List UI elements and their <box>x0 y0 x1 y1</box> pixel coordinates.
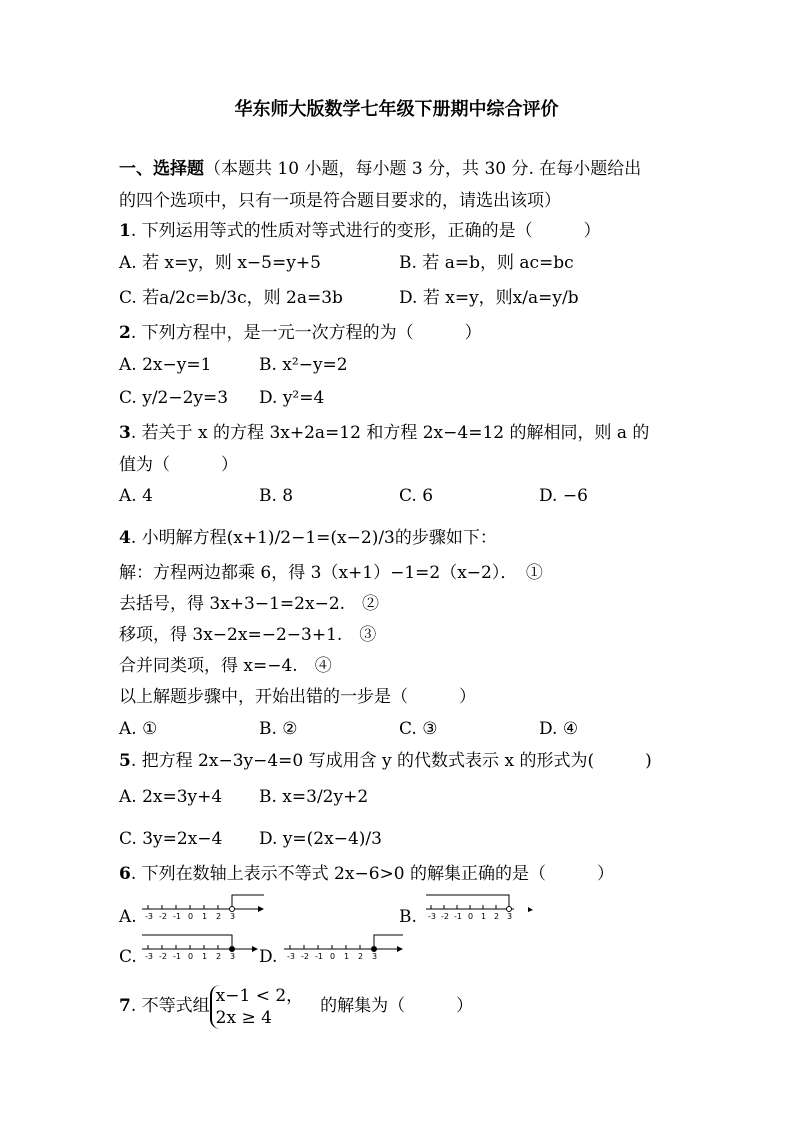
ticks <box>148 905 232 909</box>
axis-arrow <box>528 907 533 912</box>
inequality-system <box>210 985 304 1029</box>
question-text: . 若关于 x 的方程 3x+2a=12 和方程 2x−4=12 的解相同，则 a 的 <box>130 423 650 443</box>
question-4-stem <box>119 526 497 550</box>
svg-text:-3: -3 <box>287 952 295 961</box>
question-text-tail: 的解集为（ ） <box>303 996 474 1016</box>
svg-text:2: 2 <box>358 952 364 961</box>
q4-step-1: 解：方程两边都乘 6，得 3（x+1）−1=2（x−2）． ① <box>119 563 543 583</box>
question-number: 4 <box>119 528 131 548</box>
q4-step-5: 以上解题步骤中，开始出错的一步是（ ） <box>119 687 476 707</box>
axis-arrow <box>252 946 258 952</box>
q3-option-a: A. 4 <box>119 486 153 506</box>
svg-text:-2: -2 <box>159 952 167 961</box>
svg-text:0: 0 <box>188 912 194 921</box>
svg-text:1: 1 <box>344 952 350 961</box>
tick-labels <box>145 912 235 921</box>
svg-text:1: 1 <box>481 912 487 921</box>
svg-text:1: 1 <box>202 952 208 961</box>
q1-option-a: A. 若 x=y，则 x−5=y+5 <box>119 253 321 273</box>
question-number: 1 <box>119 221 131 241</box>
question-number: 2 <box>119 323 131 343</box>
svg-text:3: 3 <box>230 912 236 921</box>
solution-ray <box>374 935 403 946</box>
svg-text:-2: -2 <box>441 912 449 921</box>
svg-text:1: 1 <box>202 912 208 921</box>
tick-labels <box>428 912 512 921</box>
question-text: . 下列方程中，是一元一次方程的为（ ） <box>130 323 482 343</box>
axis-arrow <box>397 946 403 952</box>
q3-option-b: B. 8 <box>259 486 294 506</box>
svg-text:-1: -1 <box>173 952 181 961</box>
solution-ray <box>142 935 232 946</box>
q4-option-c: C. ③ <box>399 719 438 739</box>
svg-text:-2: -2 <box>159 912 167 921</box>
svg-text:3: 3 <box>372 952 378 961</box>
question-3-stem <box>119 421 649 445</box>
q4-step-2: 去括号，得 3x+3−1=2x−2. ② <box>119 594 380 614</box>
question-number: 6 <box>119 864 131 884</box>
question-text: . 下列运用等式的性质对等式进行的变形，正确的是（ ） <box>130 221 601 241</box>
question-6-stem <box>119 862 614 886</box>
q6-option-d-label: D. <box>259 947 278 967</box>
svg-text:3: 3 <box>230 952 236 961</box>
svg-text:-3: -3 <box>145 912 153 921</box>
q5-option-a: A. 2x=3y+4 <box>119 787 223 807</box>
q6-option-b-number-line <box>424 893 539 923</box>
q4-option-b: B. ② <box>259 719 298 739</box>
inequality-1: x−1 < 2， <box>215 985 304 1006</box>
question-text: . 把方程 2x−3y−4=0 写成用含 y 的代数式表示 x 的形式为( ) <box>130 751 652 771</box>
closed-point <box>372 947 377 952</box>
q6-option-d-number-line <box>282 933 407 963</box>
q5-option-d: D. y=(2x−4)/3 <box>259 829 382 849</box>
q1-option-d: D. 若 x=y，则x/a=y/b <box>399 288 579 308</box>
section-note: （本题共 10 小题，每小题 3 分，共 30 分. 在每小题给出 <box>204 159 642 179</box>
solution-ray <box>232 895 264 906</box>
question-3-stem-line2: 值为（ ） <box>119 455 238 475</box>
q2-option-d: D. y²=4 <box>259 388 325 408</box>
q4-step-3: 移项，得 3x−2x=−2−3+1. ③ <box>119 625 377 645</box>
q2-option-c: C. y/2−2y=3 <box>119 388 229 408</box>
question-number: 3 <box>119 423 131 443</box>
q6-option-c-number-line <box>140 933 260 963</box>
question-number: 7 <box>119 996 131 1016</box>
q1-option-b: B. 若 a=b，则 ac=bc <box>399 253 574 273</box>
svg-text:2: 2 <box>494 912 500 921</box>
inequality-2: 2x ≥ 4 <box>215 1007 272 1028</box>
question-text: . 不等式组 <box>130 996 210 1016</box>
open-point <box>230 907 235 912</box>
q5-option-b: B. x=3/2y+2 <box>259 787 369 807</box>
svg-text:-3: -3 <box>145 952 153 961</box>
closed-point <box>230 947 235 952</box>
q4-step-4: 合并同类项，得 x=−4. ④ <box>119 656 332 676</box>
question-number: 5 <box>119 751 131 771</box>
q3-option-c: C. 6 <box>399 486 434 506</box>
question-5-stem <box>119 749 652 773</box>
svg-text:2: 2 <box>216 912 222 921</box>
axis-arrow <box>258 906 264 912</box>
svg-text:2: 2 <box>216 952 222 961</box>
svg-text:-1: -1 <box>315 952 323 961</box>
svg-text:3: 3 <box>507 912 513 921</box>
q4-option-a: A. ① <box>119 719 158 739</box>
question-1-stem <box>119 219 601 243</box>
question-7-stem <box>119 984 473 1029</box>
svg-text:-1: -1 <box>454 912 462 921</box>
question-2-stem <box>119 321 482 345</box>
solution-ray <box>426 895 509 906</box>
q6-option-c-label: C. <box>119 947 137 967</box>
section-heading: 一、选择题 <box>119 159 204 179</box>
q6-option-a-number-line <box>140 893 265 923</box>
question-text: . 下列在数轴上表示不等式 2x−6>0 的解集正确的是（ ） <box>130 864 614 884</box>
page-title: 华东师大版数学七年级下册期中综合评价 <box>234 99 559 120</box>
question-text: . 小明解方程(x+1)/2−1=(x−2)/3的步骤如下： <box>130 528 497 548</box>
q5-option-c: C. 3y=2x−4 <box>119 829 223 849</box>
q4-option-d: D. ④ <box>539 719 579 739</box>
tick-labels <box>287 952 377 961</box>
q6-option-a-label: A. <box>119 907 137 927</box>
section-heading-line1 <box>119 157 641 181</box>
svg-text:0: 0 <box>468 912 474 921</box>
q6-option-b-label: B. <box>399 907 417 927</box>
svg-text:-3: -3 <box>428 912 436 921</box>
svg-text:-1: -1 <box>173 912 181 921</box>
q2-option-a: A. 2x−y=1 <box>119 355 212 375</box>
q3-option-d: D. −6 <box>539 486 588 506</box>
section-note-line2: 的四个选项中，只有一项是符合题目要求的，请选出该项） <box>119 191 561 211</box>
q1-option-c: C. 若a/2c=b/3c，则 2a=3b <box>119 288 343 308</box>
svg-text:-2: -2 <box>301 952 309 961</box>
svg-text:0: 0 <box>188 952 194 961</box>
q2-option-b: B. x²−y=2 <box>259 355 348 375</box>
tick-labels <box>145 952 235 961</box>
ticks <box>148 945 232 949</box>
ticks <box>431 905 509 909</box>
ticks <box>290 945 374 949</box>
open-point <box>507 907 512 912</box>
svg-text:0: 0 <box>330 952 336 961</box>
